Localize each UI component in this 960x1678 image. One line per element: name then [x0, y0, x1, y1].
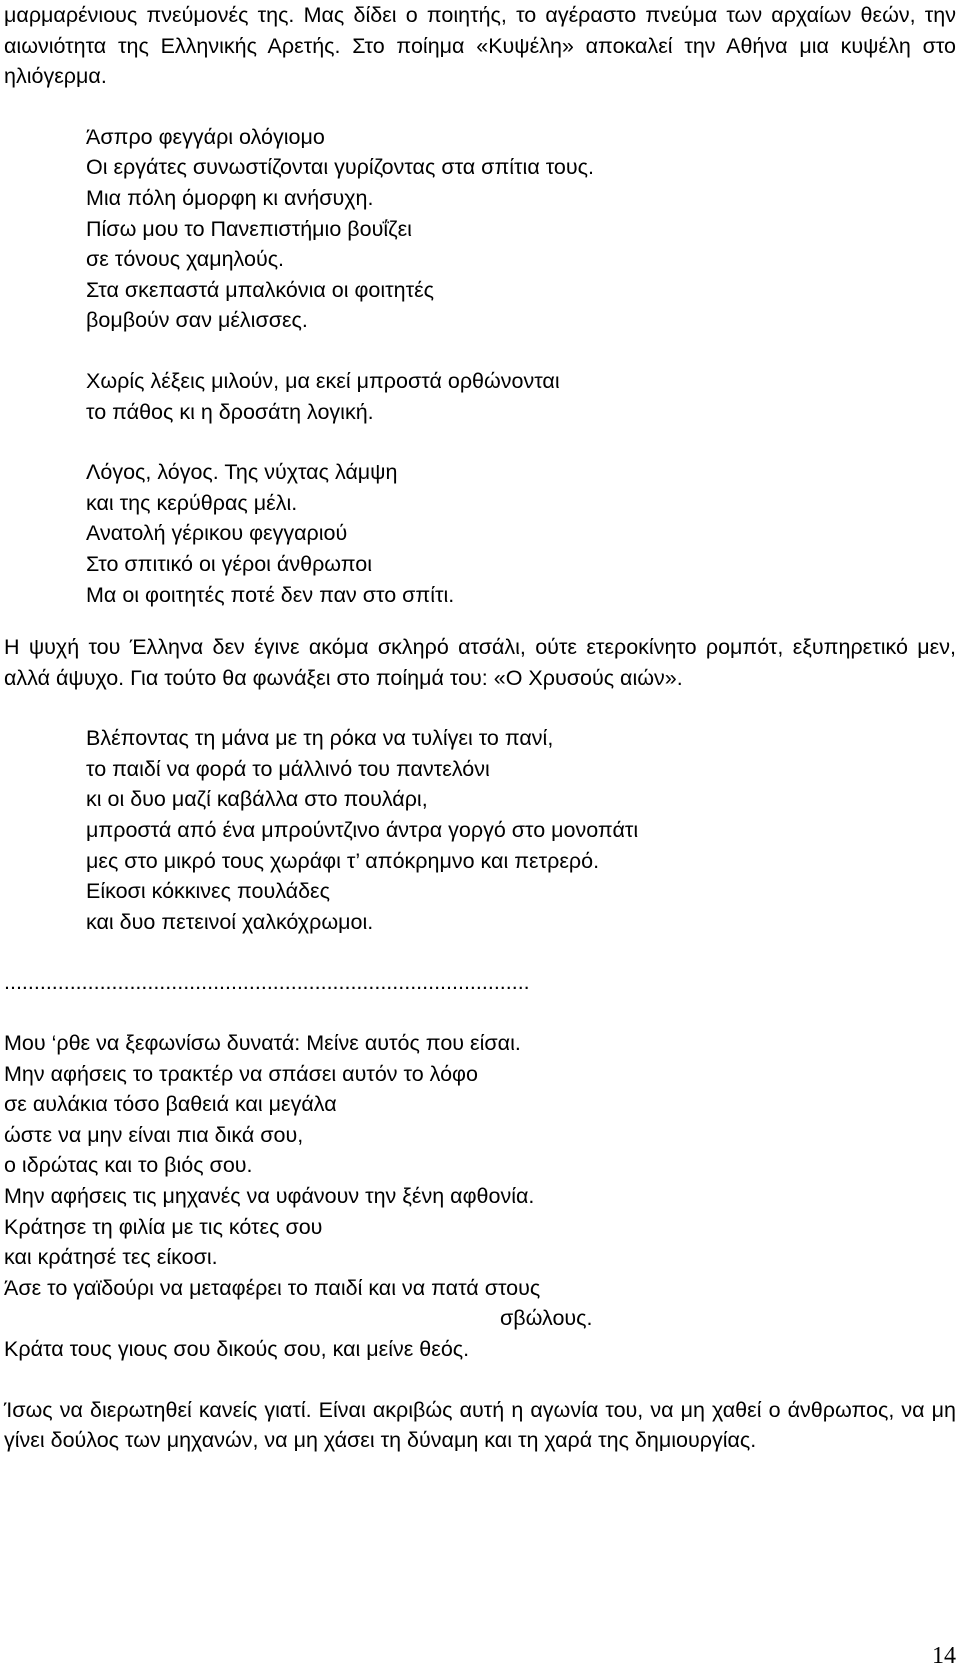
- poem-line: Μα οι φοιτητές ποτέ δεν παν στο σπίτι.: [86, 582, 455, 607]
- poem-line: ο ιδρώτας και το βιός σου.: [4, 1153, 253, 1178]
- poem-line: Μην αφήσεις τις μηχανές να υφάνουν την ξένη αφθονία.: [4, 1184, 535, 1208]
- poem-wrapped-word: σβώλους.: [500, 1306, 593, 1331]
- middle-paragraph: Η ψυχή του Έλληνα δεν έγινε ακόμα σκληρό ατσάλι, ούτε ετεροκίνητο ρομπότ, εξυπηρετικό μεν, αλλά άψυχο. Για τούτο θα φωνάξει στο ποίημά του: «Ο Χρυσούς αιών».: [4, 635, 956, 690]
- poem-line: βομβούν σαν μέλισσες.: [86, 308, 308, 333]
- poem-line: και της κερύθρας μέλι.: [86, 490, 298, 515]
- poem-line: ώστε να μην είναι πια δικά σου,: [4, 1122, 304, 1147]
- poem-line: Χωρίς λέξεις μιλούν, μα εκεί μπροστά ορθώνονται: [86, 368, 560, 393]
- poem-line: Οι εργάτες συνωστίζονται γυρίζοντας στα σπίτια τους.: [86, 155, 594, 180]
- poem-continuation: [4, 1028, 956, 1365]
- poem-line: σε τόνους χαμηλούς.: [86, 247, 285, 272]
- poem-line: Στο σπιτικό οι γέροι άνθρωποι: [86, 551, 373, 576]
- poem-line: το παιδί να φορά το μάλλινό του παντελόνι: [86, 756, 490, 781]
- poem-line: Μια πόλη όμορφη κι ανήσυχη.: [86, 185, 374, 210]
- poem-stanza: [86, 122, 956, 336]
- poem-line: Μην αφήσεις το τρακτέρ να σπάσει αυτόν το λόφο: [4, 1061, 478, 1086]
- poem-line: Μου ‘ρθε να ξεφωνίσω δυνατά: Μείνε αυτός που είσαι.: [4, 1031, 521, 1056]
- poem-line: Άσπρο φεγγάρι ολόγιομο: [86, 124, 325, 149]
- poem-line: κι οι δυο μαζί καβάλλα στο πουλάρι,: [86, 787, 428, 812]
- poem-line: Ανατολή γέρικου φεγγαριού: [86, 521, 348, 546]
- document-page: [4, 0, 956, 1456]
- poem-line: και κράτησέ τες είκοσι.: [4, 1245, 218, 1270]
- poem-line: και δυο πετεινοί χαλκόχρωμοι.: [86, 909, 374, 934]
- ellipsis-separator: ........................................................................................: [4, 970, 530, 995]
- poem-line: Κράτα τους γιους σου δικούς σου, και μείνε θεός.: [4, 1336, 470, 1361]
- poem-line: Στα σκεπαστά μπαλκόνια οι φοιτητές: [86, 277, 435, 302]
- intro-paragraph: μαρμαρένιους πνεύμονές της. Μας δίδει ο ποιητής, το αγέραστο πνεύμα των αρχαίων θεών, την αιωνιότητα της Ελληνικής Αρετής. Στο ποίημα «Κυψέλη» αποκαλεί την Αθήνα μια κυψέλη στο ηλιόγερμα.: [4, 3, 956, 89]
- page-number: 14: [932, 1643, 956, 1669]
- poem-line: Βλέποντας τη μάνα με τη ρόκα να τυλίγει το πανί,: [86, 726, 554, 751]
- poem-line: σε αυλάκια τόσο βαθειά και μεγάλα: [4, 1092, 337, 1117]
- poem-line: Είκοσι κόκκινες πουλάδες: [86, 879, 330, 904]
- closing-paragraph: Ίσως να διερωτηθεί κανείς γιατί. Είναι ακριβώς αυτή η αγωνία του, να μη χαθεί ο άνθρωπος, να μη γίνει δούλος των μηχανών, να μη χάσει τη δύναμη και τη χαρά της δημιουργίας.: [4, 1397, 956, 1453]
- poem-line: Κράτησε τη φιλία με τις κότες σου: [4, 1214, 323, 1239]
- poem-line: Άσε το γαϊδούρι να μεταφέρει το παιδί και να πατά στους: [4, 1275, 541, 1300]
- poem-line: μπροστά από ένα μπρούντζινο άντρα γοργό στο μονοπάτι: [86, 818, 639, 843]
- poem-stanza: [86, 457, 956, 610]
- poem-line: το πάθος κι η δροσάτη λογική.: [86, 399, 374, 424]
- poem-chrysous-aion: [4, 723, 956, 937]
- poem-stanza: [86, 366, 956, 427]
- poem-kypseli: [4, 122, 956, 610]
- poem-line: μες στο μικρό τους χωράφι τ’ απόκρημνο και πετρερό.: [86, 848, 600, 873]
- poem-line: Πίσω μου το Πανεπιστήμιο βουΐζει: [86, 216, 412, 241]
- poem-line: Λόγος, λόγος. Της νύχτας λάμψη: [86, 460, 398, 485]
